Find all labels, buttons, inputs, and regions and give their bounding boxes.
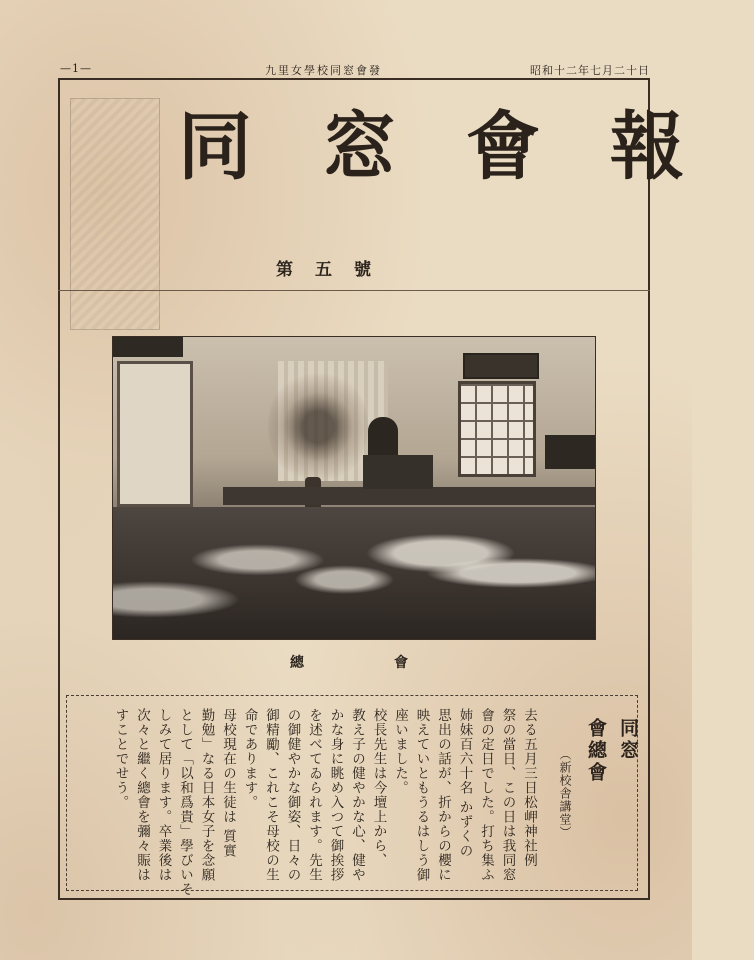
article-column: 母校現在の生徒は 質實	[220, 708, 236, 859]
article-column: 姉妹百六十名 かずくの	[456, 708, 473, 859]
article-column: 教え子の健やかな心、健や	[349, 708, 365, 882]
article-column: 御精勵、これこそ母校の生	[263, 708, 279, 882]
photo-caption: 總會	[290, 655, 498, 671]
photo-flower-arrangement	[268, 367, 368, 487]
article-box	[66, 695, 639, 897]
article-column: しみて居ります。卒業後は	[155, 708, 172, 882]
photo-window-right	[458, 381, 536, 477]
photo-lectern	[363, 455, 433, 489]
masthead	[58, 80, 754, 291]
article-title-line2: 會總會	[585, 718, 607, 784]
article-column: 座いました。	[392, 708, 408, 795]
article-column: 會の定日でした。打ち集ふ	[478, 708, 494, 882]
article-column: 命であります。	[241, 708, 258, 810]
article-column: 祭の當日、この日は我同窓	[499, 708, 516, 882]
article-column: 勤勉」なる日本女子を念願	[198, 708, 215, 882]
photo-plaque-left	[113, 337, 183, 357]
article-column: すことでせう。	[112, 708, 129, 810]
article-column: として「以和爲貴」學びいそ	[177, 708, 193, 897]
article-column: 映えていともうるはしう御	[413, 708, 430, 882]
article-column: 次々と繼く總會を彌々賑は	[134, 708, 150, 882]
article-subtitle: （新校舎講堂）	[558, 748, 572, 839]
article-column: の御健やかな御姿、日々の	[284, 708, 301, 882]
issue-number: 第五號	[276, 260, 393, 280]
article-column: かな身に眺め入つて御挨拶	[327, 708, 344, 882]
photo-audience	[113, 507, 595, 639]
article-column: を述べてゐられます。先生	[306, 708, 322, 882]
article-column: 去る五月三日松岬神社例	[521, 708, 537, 868]
bleed-through-illustration	[70, 98, 160, 330]
newspaper-title: 同窓會報	[178, 104, 754, 190]
page-number: —1—	[60, 62, 92, 75]
issuer: 九里女學校同窓會發	[265, 64, 382, 77]
article-column: 思出の話が、折からの櫻に	[435, 708, 451, 882]
photo-stage	[223, 487, 595, 505]
issue-date: 昭和十二年七月二十日	[530, 64, 650, 77]
photo-window-left	[117, 361, 193, 507]
photo-plaque-right	[463, 353, 539, 379]
article-title-line1: 同窓	[617, 718, 639, 762]
article-column: 校長先生は今壇上から、	[370, 708, 387, 868]
photo-blackboard	[545, 435, 595, 469]
assembly-photo	[112, 336, 596, 640]
